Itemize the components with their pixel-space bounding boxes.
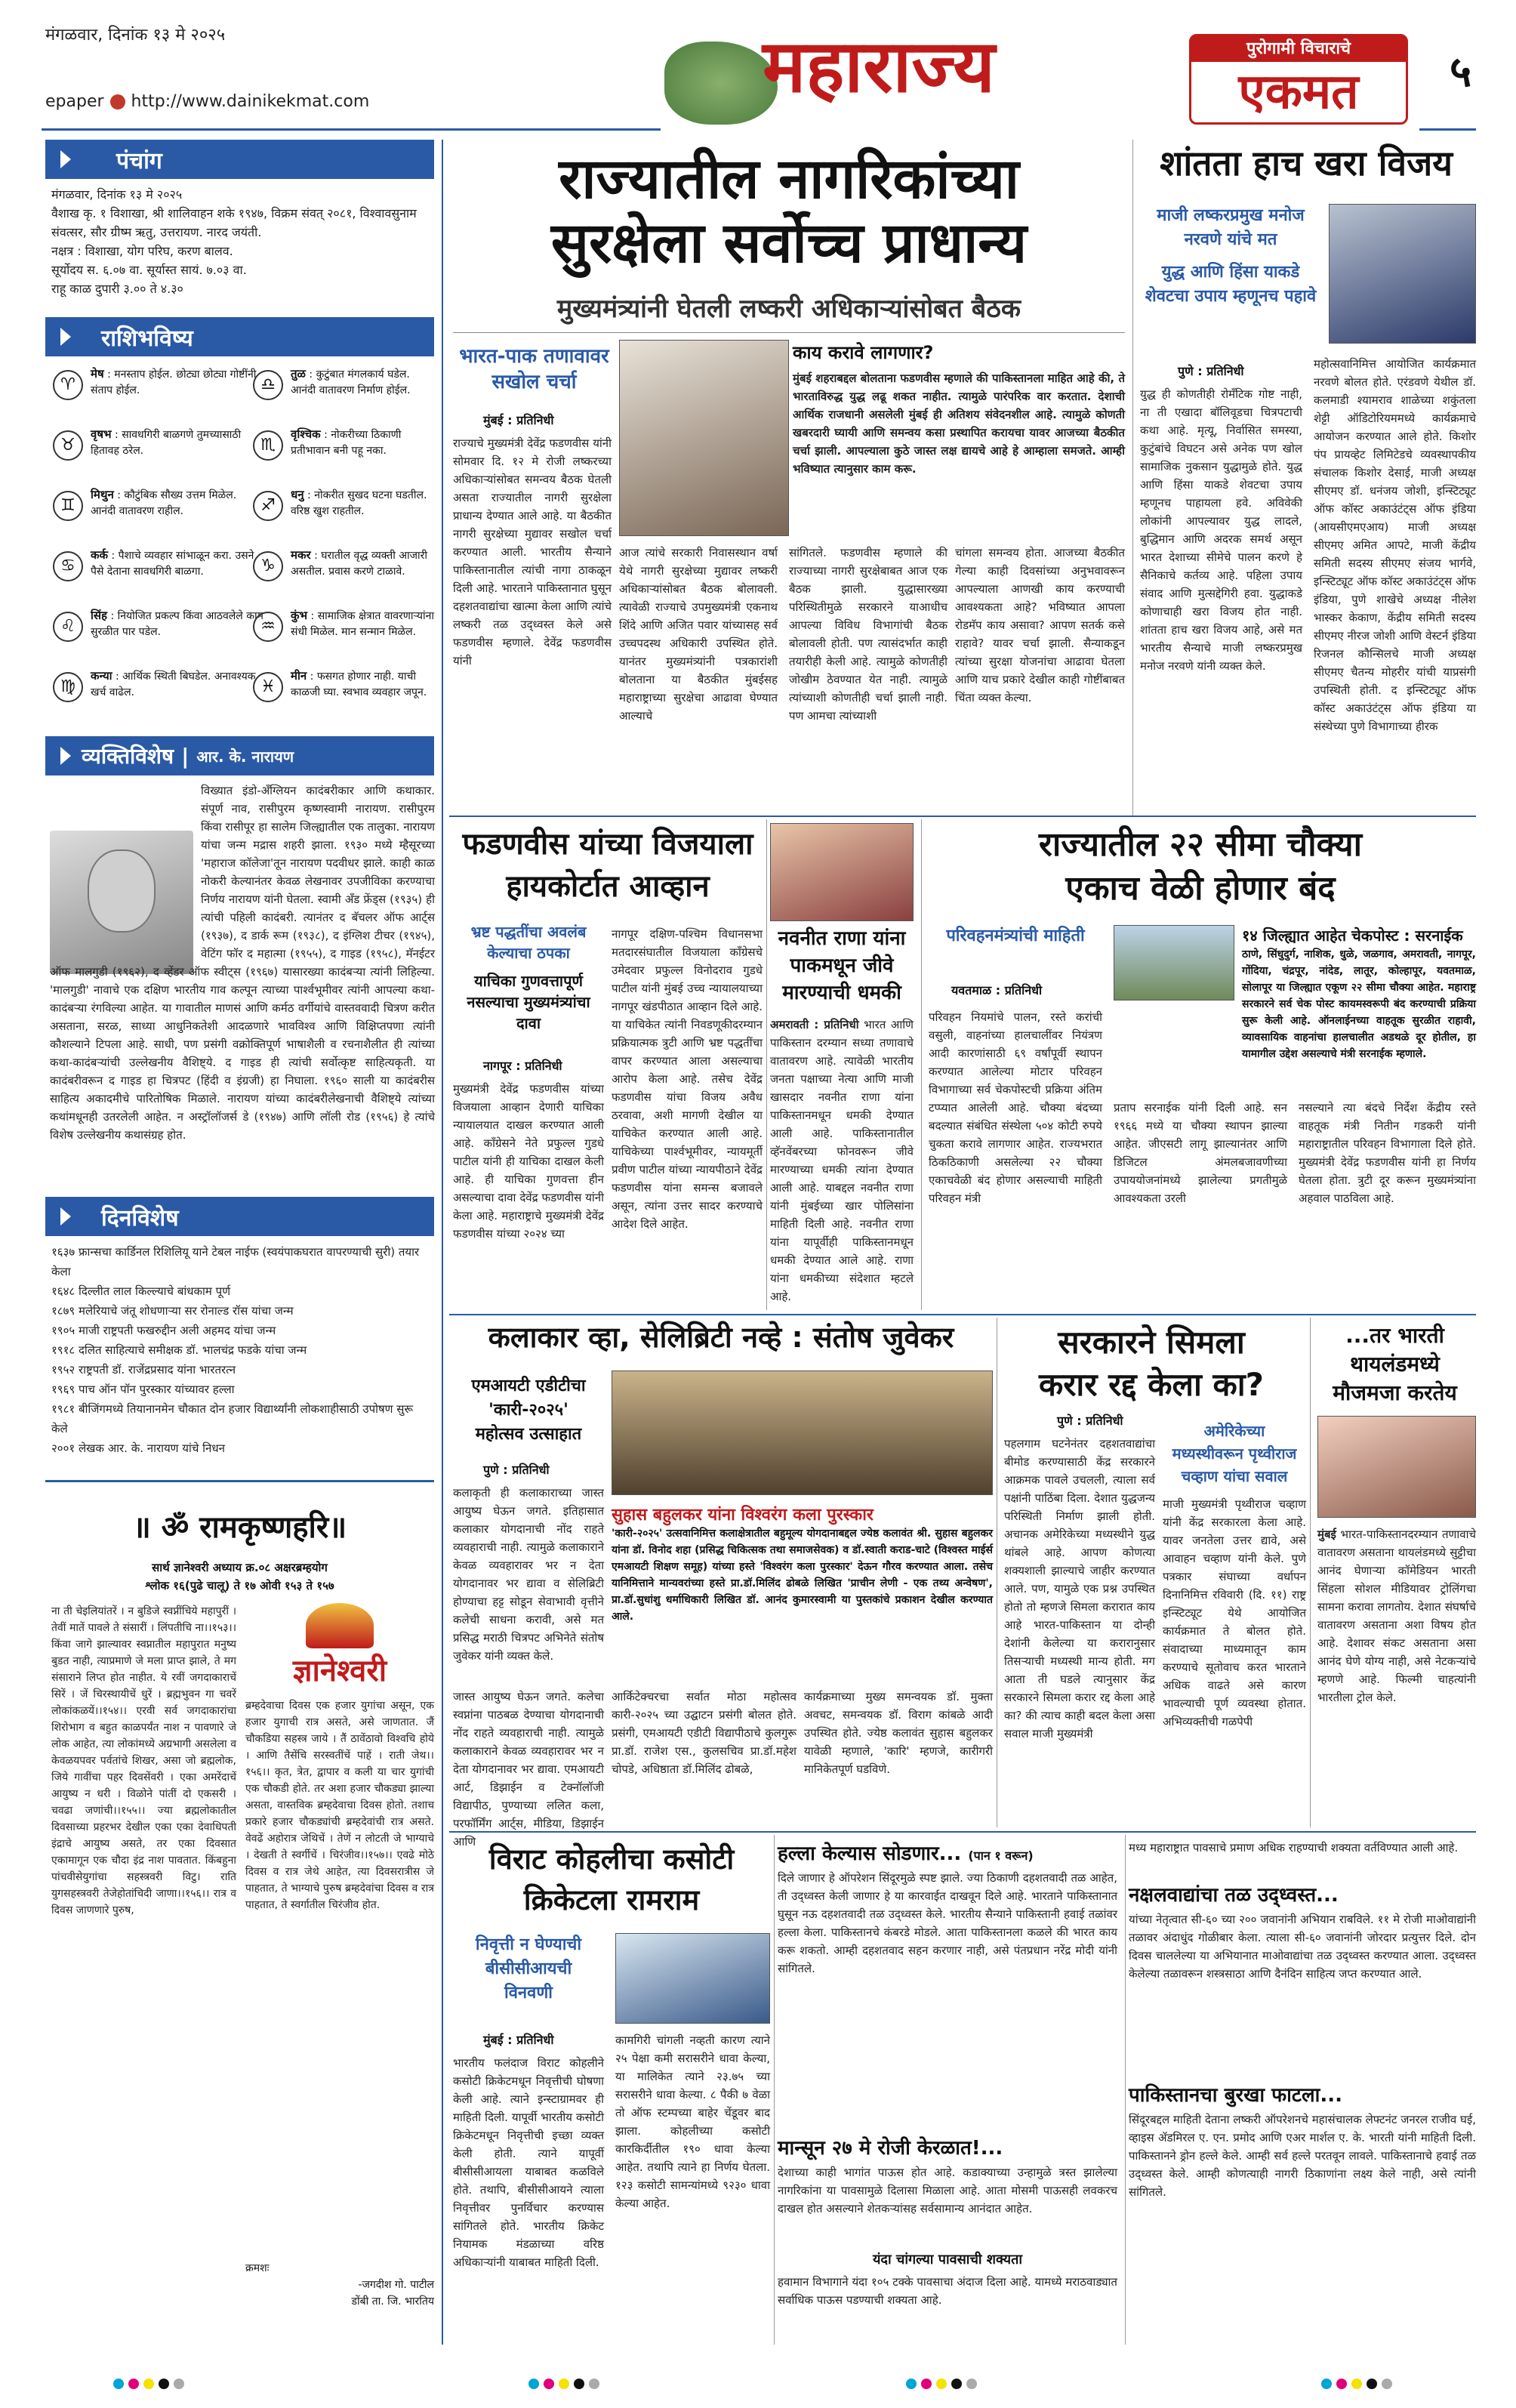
virat-headline-line2: क्रिकेटला रामराम: [523, 1883, 700, 1916]
fadnavis-headline: [449, 823, 766, 908]
signoff-author: -जगदीश गो. पाटील: [358, 2279, 434, 2291]
vyakti-icon: [60, 747, 71, 765]
virat-kicker-2: बीसीसीआयची: [485, 1959, 572, 1978]
black-dot: [574, 2379, 584, 2389]
panchang-line: राहू काळ दुपारी ३.०० ते ४.३०: [51, 282, 183, 296]
cancer-icon: ♋: [53, 551, 83, 581]
vyakti-name: आर. के. नारायण: [196, 747, 294, 766]
checkpost-headline-line1: राज्यातील २२ सीमा चौक्या: [1038, 825, 1363, 864]
navneet-headline-line1: नवनीत राणा यांना: [778, 927, 906, 950]
cyan-dot: [113, 2379, 124, 2389]
rashi-item: वृषभ : सावधगिरी बाळगणे तुमच्यासाठी हितावह ठरेल.: [91, 427, 242, 457]
dinvishesh-item: १९५२ राष्ट्रपती डॉ. राजेंद्रप्रसाद यांना भारतरत्न: [51, 1363, 236, 1377]
rashi-item: कुंभ : सामाजिक क्षेत्रात वावरणाऱ्यांना संधी मिळेल. मान सन्मान मिळेल.: [291, 609, 434, 638]
kalakar-col-4: कार्यक्रमाच्या मुख्य समन्वयक डॉ. मुक्ता अवचट, समन्वयक डॉ. विराग कांबळे आदी उपस्थित होते. ज्येष्ठ कलावंत सुहास बहुलकर यावेळी म्हणाले, 'कारि' म्हणजे, कारीगरी मानिकेतपूर्ण घडविणे.: [804, 1690, 993, 1776]
navneet-headline-line3: मारण्याची धमकी: [782, 982, 901, 1004]
fadnavis-kicker-2: याचिका गुणवत्तापूर्ण नसल्याचा मुख्यमंत्र्यांचा दावा: [467, 972, 590, 1032]
simla-kicker-1: अमेरिकेच्या: [1203, 1422, 1265, 1440]
vyakti-title: व्यक्तिविशेष: [82, 744, 174, 769]
lead-dateline: मुंबई : प्रतिनिधी: [483, 413, 554, 427]
cyan-dot: [1321, 2379, 1332, 2389]
simla-dateline: पुणे : प्रतिनिधी: [1057, 1414, 1123, 1428]
yellow-dot: [143, 2379, 154, 2389]
registration-dots-left: [113, 2379, 184, 2389]
peace-dateline: पुणे : प्रतिनिधी: [1178, 364, 1244, 378]
lead-box: [793, 340, 1125, 536]
dinvishesh-item: २००१ लेखक आर. के. नारायण यांचे निधन: [51, 1441, 225, 1455]
ramkrishna-subtitle: सार्थ ज्ञानेश्वरी अध्याय क्र.०८ अक्षरब्रम्हयोग: [152, 1561, 328, 1574]
ramkrishna-left-text: ना ती चेइलियांतरें । न बुडिजे स्वप्नींचिये महापुरीं । तेवीं मातें पावले ते संसारीं । लिंपतीचि ना।।१५३।। किंवा जागे झाल्यावर स्वप्नातील महापुरात मनुष्य बुडत नाही, त्याप्रमाणे जे मला प्राप्त झाले, ते मग संसाराने लिप्त होत नाहीत. ये रवीं जगदाकाराचें सिरें । जें चिरस्थायीचें धुरें । ब्रह्मभुवन गा चवरें लोकांकळयें।।१५४।। एरवी सर्व जगदाकारांचा शिरोभाग व बहुत काळपर्यंत नाश न पावणारे जे लोक आहेत, त्या लोकांमध्ये अग्रभागी असलेला व केवळयपवर पर्वतांचे शिखर, असा जो ब्रह्मलोक, जिये गावींचा पहर दिवसेंवरी । एका अमरेंदाचें आयुष्य न धरी । विळोने पांतीं दो एकसरी । चवढा जणांची।।१५५।। ज्या ब्रह्मलोकातील दिवसाच्या प्रहरभर देखील एका एका देवाधिपती इंद्राचे आयुष्य असते, तर एका दिवसात एकामागून एक चौदा इंद्र नाश पावतात. किंबहुना पांचवीसेयुगांचा सहस्त्रवरी विटु। राति युगसहस्त्रवरी तेजेहोतांचिदी जाणा।।१५६।। रात्र व दिवस जाणणारे पुरुष,: [51, 1605, 236, 1916]
navneet-text: भारत आणि पाकिस्तान दरम्यान सध्या तणावाचे वातावरण आहे. त्यावेळी भारतीय जनता पक्षाच्या नेत्या आणि माजी खासदार नवनीत राणा यांना पाकिस्तानमधून धमकी देण्यात आली आहे. पाकिस्तानातील व्हॅनवेंबरच्या फोनवरून जीवे मारण्याच्या धमकी त्यांना देण्यात आली आहे. याबद्दल नवनीत राणा यांनी मुंबईच्या खार पोलिसांना माहिती दिली आहे. नवनीत राणा यांना यापूर्वीही पाकिस्तानमधून धमकी देण्यात आले आहे. राणा यांना धमकीच्या संदेशात म्हटले आहे.: [770, 1018, 914, 1303]
checkpost-headline-line2: एकाच वेळी होणार बंद: [1065, 869, 1336, 908]
aquarius-icon: ♒: [253, 612, 283, 642]
thailand-headline-line1: ...तर भारती: [1345, 1323, 1444, 1348]
kalakar-award: [612, 1503, 993, 1676]
registration-dots-mid-right: [906, 2379, 977, 2389]
simla-headline: [1000, 1321, 1302, 1406]
lead-subhead: मुख्यमंत्र्यांनी घेतली लष्करी अधिकाऱ्यांसोबत बैठक: [556, 294, 1021, 324]
thailand-headline: [1314, 1321, 1476, 1407]
pisces-icon: ♓: [253, 672, 283, 702]
checkpost-box: [1242, 925, 1476, 1091]
scorpio-icon: ♏: [253, 430, 283, 461]
lead-col-1: राज्याचे मुख्यमंत्री देवेंद्र फडणवीस यांनी सोमवार दि. १२ मे रोजी लष्करच्या अधिकाऱ्यांसोबत समन्वय बैठक घेतली असता राज्यातील नागरी सुरक्षेला प्राधान्य देण्यात आले आहे. या बैठकीत नागरी सुरक्षेच्या मुद्यावर सखोल चर्चा करण्यात आली. भारतीय सैन्याने पाकिस्तानातील त्यांची नागा ठाकळून दिली आहे. भारताने पाकिस्तानात घुसून दहशतवाद्यांचा खात्मा केला आणि त्यांचे लष्करी तळ उद्ध्वस्त केले असे फडणवीस म्हणाले. देवेंद्र फडणवीस यांनी: [453, 436, 612, 668]
fadnavis-photo: [619, 340, 789, 536]
dinvishesh-item: १९०५ माजी राष्ट्रपती फखरुद्दीन अली अहमद यांचा जन्म: [51, 1324, 276, 1337]
simla-kicker: [1163, 1420, 1306, 1488]
maharashtra-map-icon: [664, 42, 778, 125]
peace-headline: शांतता हाच खरा विजय: [1160, 143, 1453, 183]
navneet-dateline: अमरावती : प्रतिनिधी: [770, 1018, 859, 1031]
kalakar-headline: कलाकार व्हा, सेलिब्रिटी नव्हे : संतोष जुवेकर: [488, 1321, 954, 1354]
dinvishesh-item: १९१८ दलित साहित्याचे समीक्षक डॉ. भालचंद्र फडके यांचा जन्म: [51, 1343, 307, 1357]
naxal-top-text: मध्य महाराष्ट्रात पावसाचे प्रमाण अधिक राहण्याची शक्यता वर्तविण्यात आली आहे.: [1129, 1841, 1459, 1855]
magenta-dot: [544, 2379, 554, 2389]
yellow-dot: [936, 2379, 947, 2389]
yellow-dot: [559, 2379, 569, 2389]
rashi-item: तुळ : कुटुंबात मंगलकार्य घडेल. आनंदी वातावरण निर्माण होईल.: [291, 367, 411, 396]
signoff-label: क्रमशः: [245, 2262, 270, 2274]
grey-dot: [1382, 2379, 1392, 2389]
dinvishesh-item: १६३७ फ्रान्सचा कार्डिनल रिशिलियू याने टेबल नाईफ (स्वयंपाकघरात वापरण्याची सुरी) तयार केला: [51, 1245, 420, 1278]
sagittarius-icon: ♐: [253, 491, 283, 521]
checkpost-photo: [1114, 925, 1234, 1001]
ramkrishna-signoff: [245, 2260, 434, 2310]
registration-dots-right: [1321, 2379, 1392, 2389]
virat-headline: [449, 1839, 774, 1920]
lead-headline-line2: सुरक्षेला सर्वोच्च प्राधान्य: [550, 211, 1028, 276]
panchang-line: वैशाख कृ. १ विशाखा, श्री शालिवाहन शके १९४७, विक्रम संवत् २०८१, विश्वावसुनाम संवत्सर, सौर ग्रीष्म ऋतु, उत्तरायण. नारद जयंती.: [51, 206, 417, 239]
page-number: ५: [1450, 48, 1472, 97]
checkpost-col-3: नसल्याने त्या बंदचे निर्देश केंद्रीय रस्ते वाहतूक मंत्री नितीन गडकरी यांनी महाराष्ट्रातील परिवहन विभागाला दिले होते. मुख्यमंत्री देवेंद्र फडणवीस यांनी हा निर्णय घेतला होता. त्रुटी दूर करून मुख्यमंत्र्यांना अहवाल पाठविला आहे.: [1299, 1101, 1476, 1205]
black-dot: [159, 2379, 169, 2389]
dinvishesh-list: [51, 1242, 433, 1458]
panchang-header: [45, 140, 434, 179]
kalakar-kicker-1: एमआयटी एडीटीचा: [471, 1377, 586, 1395]
dinvishesh-title: दिनविशेष: [101, 1204, 179, 1232]
panchang-line: नक्षत्र : विशाखा, योग परिघ, करण बालव.: [51, 244, 233, 258]
magenta-dot: [128, 2379, 139, 2389]
peace-col-1: युद्ध ही कोणतीही रोमँटिक गोष्ट नाही, ना ती एखादा बॉलिवूडचा चित्रपटाची कथा आहे. मृत्यू, निर्वासित समस्या, कुटुंबांचे विघटन असे अनेक पण खोल सामाजिक नुकसान युद्धामुळे होते. युद्ध आणि हिंसा याकडे शेवटचा उपाय म्हणूनच पाहायला हवे. अविवेकी लोकांनी आपल्यावर युद्ध लादले, बुद्धिमान आणि अदरक समर्थ असून भारत देशाच्या सीमेचे पालन करणे हे सैनिकाचे कर्तव्य आहे. पहिला उपाय संवाद आणि मुत्सद्देगिरी हवा. युद्धाकडे कोणाचाही खरा विजय होत नाही. शांतता हाच खरा विजय आहे, असे मत भारतीय सैन्याचे माजी लष्करप्रमुख मनोज नरवणे यांनी व्यक्त केले.: [1140, 387, 1302, 673]
fadnavis-col-1: मुख्यमंत्री देवेंद्र फडणवीस यांच्या विजयाला आव्हान देणारी याचिका न्यायालयात दाखल करण्यात आली आहे. काँग्रेसने नेते प्रफुल्ल गुडधे पाटील यांनी ही याचिका दाखल केली आहे. ही याचिका गुणवत्ता हीन असल्याचा दावा देवेंद्र फडणवीस यांनी केला आहे. महाराष्ट्राचे मुख्यमंत्री देवेंद्र फडणवीस यांच्या २०२४ च्या: [453, 1082, 604, 1241]
yellow-dot: [1351, 2379, 1362, 2389]
lead-kicker: भारत-पाक तणावावर सखोल चर्चा: [459, 345, 609, 393]
thailand-dateline: मुंबई: [1317, 1528, 1336, 1541]
checkpost-headline: [925, 823, 1476, 911]
thailand-body: [1317, 1525, 1476, 1824]
lead-col-2: आज त्यांचे सरकारी निवासस्थान वर्षा येथे नागरी सुरक्षेच्या मुद्यावर लष्करी अधिकाऱ्यांसोबत बैठक बोलावली. त्यावेळी राज्याचे उपमुख्यमंत्री एकनाथ शिंदे आणि अजित पवार यांच्यासह सर्व उच्चपदस्थ अधिकारी उपस्थित होते. यानंतर मुख्यमंत्र्यांनी पत्रकारांशी बोलताना या बैठकीत मुंबईसह महाराष्ट्राच्या सुरक्षेचा आढावा घेण्यात आल्याचे: [619, 546, 778, 723]
brand-logo: एकमत: [1238, 64, 1359, 120]
monsoon-text: देशाच्या काही भागांत पाऊस होत आहे. कडाक्याच्या उन्हामुळे त्रस्त झालेल्या नागरिकांना या पावसामुळे दिलासा मिळाला आहे. आता मोसमी पाऊसही लवकरच दाखल होत असल्याने शेतकऱ्यांसह सर्वसामान्य आनंदात आहेत.: [778, 2166, 1117, 2215]
cyan-dot: [528, 2379, 539, 2389]
peace-kicker-2: युद्ध आणि हिंसा याकडे शेवटचा उपाय म्हणूनच पहावे: [1145, 263, 1317, 306]
fadnavis-kicker-1: भ्रष्ट पद्धतींचा अवलंब केल्याचा ठपका: [470, 923, 587, 962]
rashi-title: राशिभविष्य: [101, 325, 193, 352]
dinvishesh-item: १९८१ बीजिंगमध्ये तियानानमेन चौकात दोन हजार विद्यार्थ्यांनी लोकशाहीसाठी उपोषण सुरू केले: [51, 1402, 414, 1435]
fadnavis-col-2: नागपूर दक्षिण-पश्चिम विधानसभा मतदारसंघातील विजयाला काँग्रेसचे उमेदवार प्रफुल्ल विनोदराव गुडधे पाटील यांनी मुंबई उच्च न्यायालयाच्या नागपूर खंडपीठात आव्हान दिले आहे. या याचिकेत त्यांनी निवडणूकीदरम्यान प्रक्रियात्मक त्रुटी आणि भ्रष्ट पद्धतींचा वापर करण्यात आला असल्याचा आरोप केला आहे. तसेच देवेंद्र फडणवीस यांचा विजय अवैध ठरवावा, अशी मागणी देखील या याचिकेत करण्यात आली आहे. याचिकेच्या पार्श्वभूमीवर, न्यायमूर्ती प्रवीण पाटील यांच्या न्यायपीठाने देवेंद्र फडणवीस यांना समन्स बजावले असून, त्यांना उत्तर सादर करण्याचे आदेश दिले आहेत.: [612, 927, 763, 1231]
fadnavis-headline-line1: फडणवीस यांच्या विजयाला: [462, 827, 753, 862]
checkpost-col-2: प्रताप सरनाईक यांनी दिली आहे. सन १९६६ मध्ये या चौक्या स्थापन झाल्या आहेत. जीएसटी लागू झाल्यानंतर आणि डिजिटल अंमलबजावणीच्या उपाययोजनांमध्ये झालेल्या प्रगतीमुळे आवश्यकता उरली: [1114, 1101, 1287, 1205]
grey-dot: [589, 2379, 599, 2389]
navneet-body: [770, 1016, 914, 1306]
kalakar-award-text: 'कारी-२०२५' उत्सवानिमित्त कलाक्षेत्रातील बहुमूल्य योगदानाबद्दल ज्येष्ठ कलावंत श्री. सुहास बहुलकर यांना डॉ. विनोद शहा (प्रसिद्ध चिकित्सक तथा समाजसेवक) व डॉ.स्वाती कराड-चाटे (विश्वस्त माईर्स एमआयटी शिक्षण समूह) यांच्या हस्ते 'विश्वरंग कला पुरस्कार' देऊन गौरव करण्यात आला. तसेच यानिमित्ताने मान्यवरांच्या हस्ते प्रा.डॉ.मिलिंद ढोबळे लिखित 'प्राचीन लेणी - एक तथ्य अन्वेषण', प्रा.डॉ.सुधांशु धर्माधिकारी लिखित डॉ. आनंद कुमारस्वामी या पुस्तकांचे प्रकाशन देखील करण्यात आले.: [612, 1528, 993, 1623]
virat-kicker-1: निवृत्ती न घेण्याची: [475, 1935, 582, 1954]
checkpost-col-1: परिवहन नियमांचे पालन, रस्ते करांची वसुली, वाहनांच्या हालचालींवर नियंत्रण आदी कारणांसाठी ६९ वर्षांपूर्वी स्थापन करण्यात आलेल्या मोटार परिवहन विभागाच्या सर्व चेकपोस्टची प्रक्रिया अंतिम टप्प्यात आलेली आहे. चौक्या बंदच्या बदल्यात संबंधित संस्थेला ५०४ कोटी रुपये चुकता करावे लागणार आहेत. राज्यभरात ठिकठिकाणी असलेल्या २२ चौक्या एकाचवेळी बंद होणार असल्याची माहिती परिवहन मंत्री: [929, 1010, 1102, 1205]
ramkrishna-title: ॥ ॐ रामकृष्णहरि॥: [132, 1510, 347, 1545]
checkpost-box-title: १४ जिल्ह्यात आहेत चेकपोस्ट : सरनाईक: [1242, 927, 1463, 945]
rashi-item: धनु : नोकरीत सुखद घटना घडतील. वरिष्ठ खुश राहतील.: [291, 488, 427, 517]
magenta-dot: [1336, 2379, 1347, 2389]
section-title: महाराज्य: [763, 24, 995, 109]
virat-headline-line1: विराट कोहलीचा कसोटी: [488, 1842, 735, 1876]
dnyaneshwari-logo-text: ज्ञानेश्वरी: [292, 1654, 387, 1688]
dinvishesh-icon: [60, 1207, 71, 1226]
peace-kicker-1: माजी लष्करप्रमुख मनोज नरवणे यांचे मत: [1157, 206, 1305, 249]
virat-col-2: कामगिरी चांगली नव्हती कारण त्याने २५ पेक्षा कमी सरासरीने धावा केल्या, या मालिकेत त्याने २३.७५ च्या सरासरीने धावा केल्या. ८ पैकी ७ वेळा तो ऑफ स्टम्पच्या बाहेर चेंडूवर बाद झाला. कोहलीच्या कसोटी कारकिर्दीतील १९० धावा केल्या आहेत. तथापि त्याने हा निर्णय घेतला. १२३ कसोटी सामन्यांमध्ये ९२३० धावा केल्या आहेत.: [615, 2033, 770, 2210]
kalakar-kicker: [453, 1374, 604, 1447]
masthead-date: मंगळवार, दिनांक १३ मे २०२५: [45, 26, 226, 45]
aries-icon: ♈: [53, 370, 83, 400]
rashi-item: मिथुन : कौटुंबिक सौख्य उत्तम मिळेल. आनंदी वातावरण राहील.: [91, 488, 237, 517]
rain-text: हवामान विभागाने यंदा १०५ टक्के पावसाचा अंदाज दिला आहे. यामध्ये मराठवाड्यात सर्वाधिक पाऊस पडण्याची शक्यता आहे.: [778, 2275, 1117, 2307]
epaper-link[interactable]: [45, 92, 369, 111]
rashi-item: मकर : घरातील वृद्ध व्यक्ती आजारी असतील. प्रवास करणे टाळावे.: [291, 548, 428, 578]
rashi-item: कन्या : आर्थिक स्थिती बिघडेल. अनावश्यक खर्च वाढेल.: [91, 669, 256, 698]
simla-kicker-2: मध्यस्थीवरून पृथ्वीराज: [1172, 1444, 1297, 1463]
ramkrishna-box: [45, 1480, 434, 2348]
virgo-icon: ♍: [53, 672, 83, 702]
thailand-headline-line3: मौजमजा करतेय: [1333, 1380, 1457, 1405]
ramkrishna-right-text: ब्रम्हदेवाचा दिवस एक हजार युगांचा असून, एक हजार युगाची रात्र असते, असे जाणतात. जैं चौकडिया सहस्त्र जाये । तैं ठावेंठावो विश्वचि होये । आणि तैसेंचि सरस्वतींचें पाहें । राती जेथ।।१५६।। कृत, त्रेत, द्वापार व कली या चार युगांची एक चौकडी होते. तर अशा हजार चौकड्या झाल्या असता, वास्तविक ब्रम्हदेवाचा दिवस होतो. तशाच प्रकारे हजार चौकड्यांची ब्रम्हदेवांची रात्र असते. वेवढें अहोरात्र जेथिचें । तेणें न लोटती जे भाग्याचे । देखती ते स्वर्गीचें । चिरंजीव।।१५७।। एवढे मोठे दिवस व रात्र जेथे आहेत, त्या दिवसरात्रीस जे पाहतात, ते भाग्याचे पुरुष ब्रम्हदेवांचा दिवस व रात्र पाहतात, ते स्वर्गातील चिरंजीव होत.: [245, 1700, 434, 1911]
rashi-item: मेष : मनस्ताप होईल. छोट्या छोट्या गोष्टींनी संताप होईल.: [91, 367, 257, 396]
magenta-dot: [921, 2379, 932, 2389]
signoff-role: डोंबी ता. जि. भारतिय: [351, 2295, 434, 2308]
panchang-line: सूर्योदय स. ६.०७ वा. सूर्यास्त सायं. ७.०३ वा.: [51, 263, 247, 277]
panchang-title: पंचांग: [116, 147, 162, 174]
virat-kicker: [453, 1933, 604, 2006]
lead-col-3: सांगितले. फडणवीस म्हणाले की राज्याच्या नागरी सुरक्षेबाबत आज एक बैठक झाली. युद्धासारख्या परिस्थितीमुळे सरकारने याआधीच आपल्या विविध विभागांची बैठक बोलावली होती. पण त्यासंदर्भात काही तयारीही केली आहे. त्यामुळे कोणतीही जोखीम ठेवण्यात येत नाही. त्यामुळे त्यांच्याशी कोणतीही चर्चा झाली नाही. पण आमचा त्यांच्याशी: [789, 546, 948, 723]
black-dot: [951, 2379, 962, 2389]
naravane-photo: [1329, 204, 1476, 344]
panchang-body: [51, 185, 429, 298]
globe-icon: [110, 94, 125, 109]
lead-headline-line1: राज्यातील नागरिकांच्या: [559, 146, 1019, 211]
registration-dots-mid-left: [528, 2379, 599, 2389]
checkpost-box-text: ठाणे, सिंधुदुर्ग, नाशिक, धुळे, जळगाव, अमरावती, नागपूर, गोंदिया, चंद्रपूर, नांदेड, लातूर, कोल्हापूर, यवतमाळ, सोलापूर या जिल्ह्यात एकूण २२ सीमा चौक्या आहेत. महाराष्ट्र सरकारने सर्व चेक पोस्ट कायमस्वरूपी बंद करण्याची प्रक्रिया सुरू केली आहे. ऑनलाईनच्या वाहतूक सुरळीत राहावी, व्यावसायिक वाहनांचा हालचालीत अडथळे दूर होतील, हा यामागील उद्देश असल्याचे मंत्री सरनाईक म्हणाले.: [1242, 948, 1476, 1060]
lead-box-text: मुंबई शहराबद्दल बोलताना फडणवीस म्हणाले की पाकिस्तानला माहित आहे की, ते भारताविरुद्ध युद्ध लढू शकत नाहीत. त्यामुळे पारंपरिक वार करतात. देशाची आर्थिक राजधानी असलेली मुंबई ही अतिशय संवेदनशील आहे. त्यामुळे कोणती खबरदारी घ्यायी आणि समन्वय कसा प्रस्थापित करायचा यावर आजच्या बैठकीत चर्चा झाली. आपल्याला कुठे जास्त लक्ष द्यायचे आहे हे आम्हाला समजते. आम्ही भविष्यात त्यानुसार काम करू.: [793, 372, 1125, 476]
simla-col-1: पहलगाम घटनेनंतर दहशतवाद्यांचा बीमोड करण्यासाठी केंद्र सरकारने आक्रमक पावले उचलली, त्याला सर्व पक्षांनी पाठिंबा दिला. देशात युद्धजन्य परिस्थिती निर्माण झाली होती. अचानक अमेरिकेच्या मध्यस्थीने युद्ध थांबले आहे. आपण कोणत्या शक्यशाली झाल्याचे जाहीर करण्यात आले. पण, यामुळे एक प्रश्न उपस्थित होतो तो म्हणजे सिमला करारात काय आहे भारत-पाकिस्तान या दोन्ही देशांनी केलेल्या या करारानुसार तिसऱ्याची मध्यस्थी मान्य होती. मग आता ती घडले त्यानुसार केंद्र सरकारने सिमला करार रद्द केला आहे का? की त्याच काही बदल केला असा सवाल माजी मुख्यमंत्री: [1004, 1437, 1155, 1740]
epaper-label: epaper: [45, 92, 104, 111]
kalakar-col-1: कलाकृती ही कलाकाराच्या जास्त आयुष्य घेऊन जगते. इतिहासात कलाकार योगदानाची नोंद राहते व्यवहाराची नाही. त्यामुळे कलाकाराने केवळ व्यवहारावर भर न देता योगदानावर भर द्यावा व सेलिब्रिटी होण्याचा हट्ट सोडून सेवाभावी वृत्तीने कलेची साधना करावी, असे मत प्रसिद्ध मराठी चित्रपट अभिनेते संतोष जुवेकर यांनी व्यक्त केले.: [453, 1486, 604, 1663]
navneet-headline: [770, 925, 914, 1007]
brand-box: [1189, 34, 1408, 125]
kalakar-dateline: पुणे : प्रतिनिधी: [483, 1463, 550, 1477]
rashi-item: सिंह : नियोजित प्रकल्प किंवा आठवलेले काम सुरळीत पार पडेल.: [91, 609, 263, 638]
vyakti-para2: त्यांची पहिली कादंबरी. त्यानंतर द बॅचलर ऑफ आर्ट्स (१९३७), द डार्क रूम (१९३८), द इंग्लिश टीचर (१९४५), वेटिंग फॉर द महात्मा (१९५५), द गाइड (१९५८), मॅनईटर ऑफ मालगुडी (१९६२), द व्हेंडर ऑफ स्वीट्स (१९६७) यासारख्या कादंबऱ्या त्यांनी लिहिल्या. 'मालगुडी' नावाचे एक दक्षिण भारतीय गाव कल्पून त्याच्या पार्श्वभूमीवर त्यांनी आपल्या कथा-कादंबऱ्या रंगविल्या आहेत. या गावातील माणसं आणि कर्मठ वर्गीयांचे वास्तववादी चित्रण करीत असताना, सरळ, साध्या आधुनिकतेशी आदळणारे भावविश्व आणि विक्षिप्तपणा त्यांनी कौशल्याने टिपला आहे. साधी, पण प्रसंगी वक्रोक्तिपूर्ण भाषाशैली व रचनाशैलीत ही त्यांच्या कथा-कादंबऱ्यांची उल्लेखनीय वैशिष्ट्ये. द गाइड ही त्यांची सर्वोत्कृष्ट साहित्यकृती. या कादंबरीवरून द गाइड हा चित्रपट (हिंदी व इंग्रजी) हा निघाला. १९६० साली या कादंबरीस साहित्य अकादमीचे पारितोषिक मिळाले. नारायण यांच्या कादंबरीलेखनाची वैशिष्ट्ये त्यांच्या कथांमधूनही उतरलेली आहेत. न अस्ट्रॉलॉजर्स डे (१९४७) आणि लॉली रोड (१९५६) हे त्यांचे विशेष उल्लेखनीय कथासंग्रह होत.: [50, 911, 435, 1142]
naxal-headline: नक्षलवाद्यांचा तळ उद्ध्वस्त...: [1129, 1884, 1339, 1907]
rashi-icon: [60, 328, 71, 346]
peace-col-2: महोत्सवानिमित्त आयोजित कार्यक्रमात नरवणे बोलत होते. एरंडवणे येथील डॉ. कलमाडी श्यामराव शाळेच्या शकुंतला शेट्टी ऑडिटोरियममध्ये कार्यक्रमाचे आयोजन करण्यात आले होते. किशोर पंप प्रायव्हेट लिमिटेडचे व्यवस्थापकीय संचालक किशोर देसाई, माजी अध्यक्ष सीएमए डॉ. धनंजय जोशी, इन्स्टिट्यूट ऑफ कॉस्ट अकाउंटंट्स ऑफ इंडिया (आयसीएमएआय) माजी अध्यक्ष सीएमए अमित आपटे, माजी केंद्रीय समिती सदस्य सीएमए संजय भार्गवे, इन्स्टिट्यूट ऑफ कॉस्ट अकाउंटंट्स ऑफ इंडिया, पुणे शाखेचे अध्यक्ष नीलेश भास्कर केकाण, केंद्रीय समिती सदस्य सीएमए नीरज जोशी आणि वेस्टर्न इंडिया रिजनल कौन्सिलचे माजी अध्यक्ष सीएमए चैतन्य मोहरीर यांची याप्रसंगी उपस्थिती होती. द इन्स्टिट्यूट ऑफ कॉस्ट अकाउंटंट्स ऑफ इंडिया या संस्थेच्या पुणे विभागाच्या हीरक: [1314, 357, 1476, 733]
lead-box-title: काय करावे लागणार?: [793, 342, 934, 363]
bharti-photo: [1317, 1416, 1476, 1518]
capricorn-icon: ♑: [253, 551, 283, 581]
vyakti-header: व्यक्तिविशेष | आर. के. नारायण: [45, 736, 434, 775]
lead-col-4: चांगला समन्वय होता. आजच्या बैठकीत गेल्या काही दिवसांच्या अनुभवावरून आपल्याला आणखी काय करण्याची आवश्यकता आहे? भविष्यात आपला रोडमॅप काय असावा? आपण सतर्क कसे राहावे? यावर चर्चा झाली. सैन्याकडून त्यांच्या सुरक्षा योजनांचा आढावा घेतला आणि याच प्रकारे देखील काही गोष्टींबाबत चिंता व्यक्त केल्या.: [955, 546, 1125, 705]
panchang-icon: [60, 150, 71, 168]
naxal-text: यांच्या नेतृत्वात सी-६० च्या २०० जवानांनी अभियान राबविले. ११ मे रोजी माओवाद्यांनी तळावर अंदाधुंद गोळीबार केला. त्याला सी-६० जवानांनी जोरदार प्रत्युत्तर दिले. दोन दिवस चाललेल्या या अभियानात माओवाद्यांचा तळ उद्ध्वस्त करण्यात आला. उद्ध्वस्त केलेल्या तळावरून शस्त्रसाठा आणि दैनंदिन साहित्य जप्त करण्यात आले.: [1129, 1913, 1476, 1981]
dinvishesh-item: १६४८ दिल्लीत लाल किल्ल्याचे बांधकाम पूर्ण: [51, 1284, 231, 1298]
rashi-header: [45, 317, 434, 356]
simla-col-2: माजी मुख्यमंत्री पृथ्वीराज चव्हाण यांनी केंद्र सरकारला केला आहे. यावर जनतेला उत्तर द्यावे, असे आवाहन चव्हाण यांनी केले. पुणे पत्रकार संघाच्या वर्धापन दिनानिमित्त रविवारी (दि. ११) राष्ट्र इन्स्टिट्यूट येथे आयोजित कार्यक्रमात ते बोलत होते. संवादाच्या माध्यमातून काम करण्याचे सूतोवाच करत भारताने अधिक वाढते असे कारण भावल्याची पूर्ण व्यवस्था होतात. अभिव्यक्तीची गळपेपी: [1163, 1497, 1306, 1728]
taurus-icon: ♉: [53, 430, 83, 461]
leo-icon: ♌: [53, 612, 83, 642]
navneet-headline-line2: पाकमधून जीवे: [790, 954, 894, 977]
rashi-item: वृश्चिक : नोकरीच्या ठिकाणी प्रतीभावान बनी पहू नका.: [291, 427, 402, 457]
kalakar-kicker-3: महोत्सव उत्साहात: [475, 1425, 582, 1444]
simla-headline-line1: सरकारने सिमला: [1058, 1324, 1245, 1361]
pak-text: सिंदूरबद्दल माहिती देताना लष्करी ऑपरेशनचे महासंचालक लेफ्टनंट जनरल राजीव घई, व्हाइस ॲडमिरल ए. एन. प्रमोद आणि एअर मार्शल ए. के. भारती यांनी माहिती दिली. पाकिस्तानने ड्रोन हल्ले केले. आम्ही सर्व हल्ले परतवून लावले. पाकिस्तानाचे हवाई तळ उद्ध्वस्त केले. आम्ही कोणत्याही नागरी ठिकाणांना लक्ष्य केले नाही, असे त्यांनी सांगितले.: [1129, 2113, 1476, 2199]
kalakar-col-3: आर्किटेक्चरचा सर्वात मोठा महोत्सव कारी-२०२५ च्या उद्घाटन प्रसंगी बोलत होते. प्रसंगी, एमआयटी एडीटी विद्यापीठाचे कुलगुरू प्रा.डॉ. राजेश एस., कुलसचिव प्रा.डॉ.महेश चोपडे, अधिष्ठाता डॉ.मिलिंद ढोबळे,: [612, 1690, 797, 1776]
thailand-headline-line2: थायलंडमध्ये: [1350, 1352, 1440, 1377]
rain-subhead: यंदा चांगल्या पावसाची शक्यता: [872, 2252, 1023, 2268]
dinvishesh-item: १८७९ मलेरियाचे जंतू शोधणाऱ्या सर रोनाल्ड रॉस यांचा जन्म: [51, 1304, 294, 1318]
fadnavis-headline-line2: हायकोर्टात आव्हान: [506, 869, 710, 904]
libra-icon: ♎: [253, 370, 283, 400]
pak-headline: पाकिस्तानचा बुरखा फाटला...: [1129, 2084, 1343, 2107]
kalakar-event-photo: [612, 1370, 993, 1495]
checkpost-kicker: परिवहनमंत्र्यांची माहिती: [946, 927, 1085, 945]
virat-col-1: भारतीय फलंदाज विराट कोहलीने कसोटी क्रिकेटमधून निवृत्तीची घोषणा केली आहे. त्याने इन्स्टाग्रामवर ही माहिती दिली. यापूर्वी भारतीय कसोटी क्रिकेटमधून निवृत्तीची इच्छा व्यक्त केली होती. त्याने यापूर्वी बीसीसीआयला याबाबत कळविले होते. तथापि, बीसीसीआयने त्याला निवृत्तीवर पुनर्विचार करण्यास सांगितले होते. भारतीय क्रिकेट नियामक मंडळाच्या वरिष्ठ अधिकाऱ्यांनी याबाबत माहिती दिली.: [453, 2056, 604, 2269]
thailand-text: भारत-पाकिस्तानदरम्यान तणावाचे वातावरण असताना थायलंडमध्ये सुट्टीचा आनंद घेणाऱ्या कॉमेडियन भारती सिंहला सोशल मीडियावर ट्रोलिंगचा सामना करावा लागतोय. देशात संघर्षाचे वातावरण असताना अशा विषय होत आहे. देशावर संकट असताना असा आनंद घेणे योग्य नाही, असे नेटकऱ्यांचे म्हणणे आहे. फिल्मी चाहत्यांनी भारतीला ट्रोल केले.: [1317, 1528, 1476, 1704]
brand-tagline: पुरोगामी विचाराचे: [1191, 36, 1406, 62]
gemini-icon: ♊: [53, 491, 83, 521]
website-url: http://www.dainikekmat.com: [131, 92, 370, 111]
vyakti-para1: विख्यात इंडो-ॲंग्लियन कादंबरीकार आणि कथाकार. संपूर्ण नाव, रासीपुरम कृष्णस्वामी नारायण. रासीपुरम किंवा रासीपूर हा सालेम जिल्ह्यातील एक तालुका. नारायण यांचा जन्म मद्रास शहरी झाला. १९३० मध्ये म्हैसूरच्या 'महाराज कॉलेजा'तून नारायण पदवीधर झाले. काही काळ नोकरी केल्यानंतर केवळ लेखनावर उपजीविका करण्याचा निर्णय नारायण यांनी घेतला. स्वामी ॲंड फ्रेंड्स (१९३५) ही: [201, 784, 435, 906]
virat-dateline: मुंबई : प्रतिनिधी: [483, 2033, 554, 2047]
attack-text: दिले जाणार हे ऑपरेशन सिंदूरमुळे स्पष्ट झाले. ज्या ठिकाणी दहशतवादी तळ आहेत, ती उद्ध्वस्त केली जाणार हे या कारवाईत दाखवून दिले आहे. भारताने पाकिस्तानात घुसून नऊ दहशतवादी तळ उद्ध्वस्त केले. भारतीय सैन्याने पाकिस्तानी हवाई तळांवर हल्ला केला. पाकिस्तानचे कंबरडे मोडले. आता पाकिस्तानला कळले की भारत काय करू शकतो. आम्ही दहशतवाद सहन करणार नाही, असे पंतप्रधान नरेंद्र मोदी यांनी सांगितले.: [778, 1871, 1117, 1975]
virat-kicker-3: विनवणी: [504, 1984, 553, 2003]
rashi-item: मीन : फसगत होणार नाही. याची काळजी घ्या. स्वभाव व्यवहार जपून.: [291, 669, 427, 698]
dinvishesh-item: १९६९ पाच ऑन पॉन पुरस्कार यांच्यावर हल्ला: [51, 1383, 235, 1396]
masthead: [0, 0, 1516, 143]
virat-photo: [615, 1933, 770, 2024]
vyakti-text: [50, 782, 435, 1189]
dinvishesh-header: [45, 1197, 434, 1236]
cyan-dot: [906, 2379, 917, 2389]
dnyaneshwari-logo-art: [306, 1603, 374, 1648]
fadnavis-dateline: नागपूर : प्रतिनिधी: [483, 1059, 562, 1073]
dnyaneshwari-logo: [245, 1603, 434, 1690]
black-dot: [1367, 2379, 1377, 2389]
simla-headline-line2: करार रद्द केला का?: [1039, 1366, 1264, 1403]
attack-headline-text: हल्ला केल्यास सोडणार...: [778, 1842, 962, 1865]
lead-headline: [449, 147, 1129, 276]
navneet-photo: [770, 823, 914, 921]
kalakar-col-2: जास्त आयुष्य घेऊन जगते. कलेचा स्वप्नांना पाठबळ देण्याचा योगदानाची नोंद राहते व्यवहाराची नाही. त्यामुळे कलाकाराने केवळ व्यवहारावर भर न देता योगदानावर भर द्यावा. एमआयटी आर्ट, डिझाईन व टेक्नॉलॉजी विद्यापीठ, पुण्याच्या ललित कला, परफॉर्मिंग आर्ट्स, मीडिया, डिझाईन आणि: [453, 1690, 604, 1848]
panchang-line: मंगळवार, दिनांक १३ मे २०२५: [51, 187, 183, 202]
attack-headline-note: (पान १ वरून): [968, 1848, 1034, 1863]
rashi-grid: [45, 362, 434, 732]
monsoon-headline: मान्सून २७ मे रोजी केरळात!...: [778, 2137, 1003, 2160]
simla-kicker-3: चव्हाण यांचा सवाल: [1181, 1467, 1288, 1485]
grey-dot: [174, 2379, 184, 2389]
attack-headline: [778, 1839, 1117, 1866]
kalakar-kicker-2: 'कारी-२०२५': [488, 1401, 568, 1420]
checkpost-dateline: यवतमाळ : प्रतिनिधी: [951, 983, 1043, 997]
grey-dot: [966, 2379, 977, 2389]
ramkrishna-subline: श्लोक १६(पुढे चालू) ते १७ ओवी १५३ ते १५७: [145, 1579, 334, 1592]
rashi-item: कर्क : पैशाचे व्यवहार सांभाळून करा. उसने पैसे देताना सावधगिरी बाळगा.: [91, 548, 254, 578]
kalakar-award-title: सुहास बहुलकर यांना विश्वरंग कला पुरस्कार: [612, 1506, 874, 1525]
